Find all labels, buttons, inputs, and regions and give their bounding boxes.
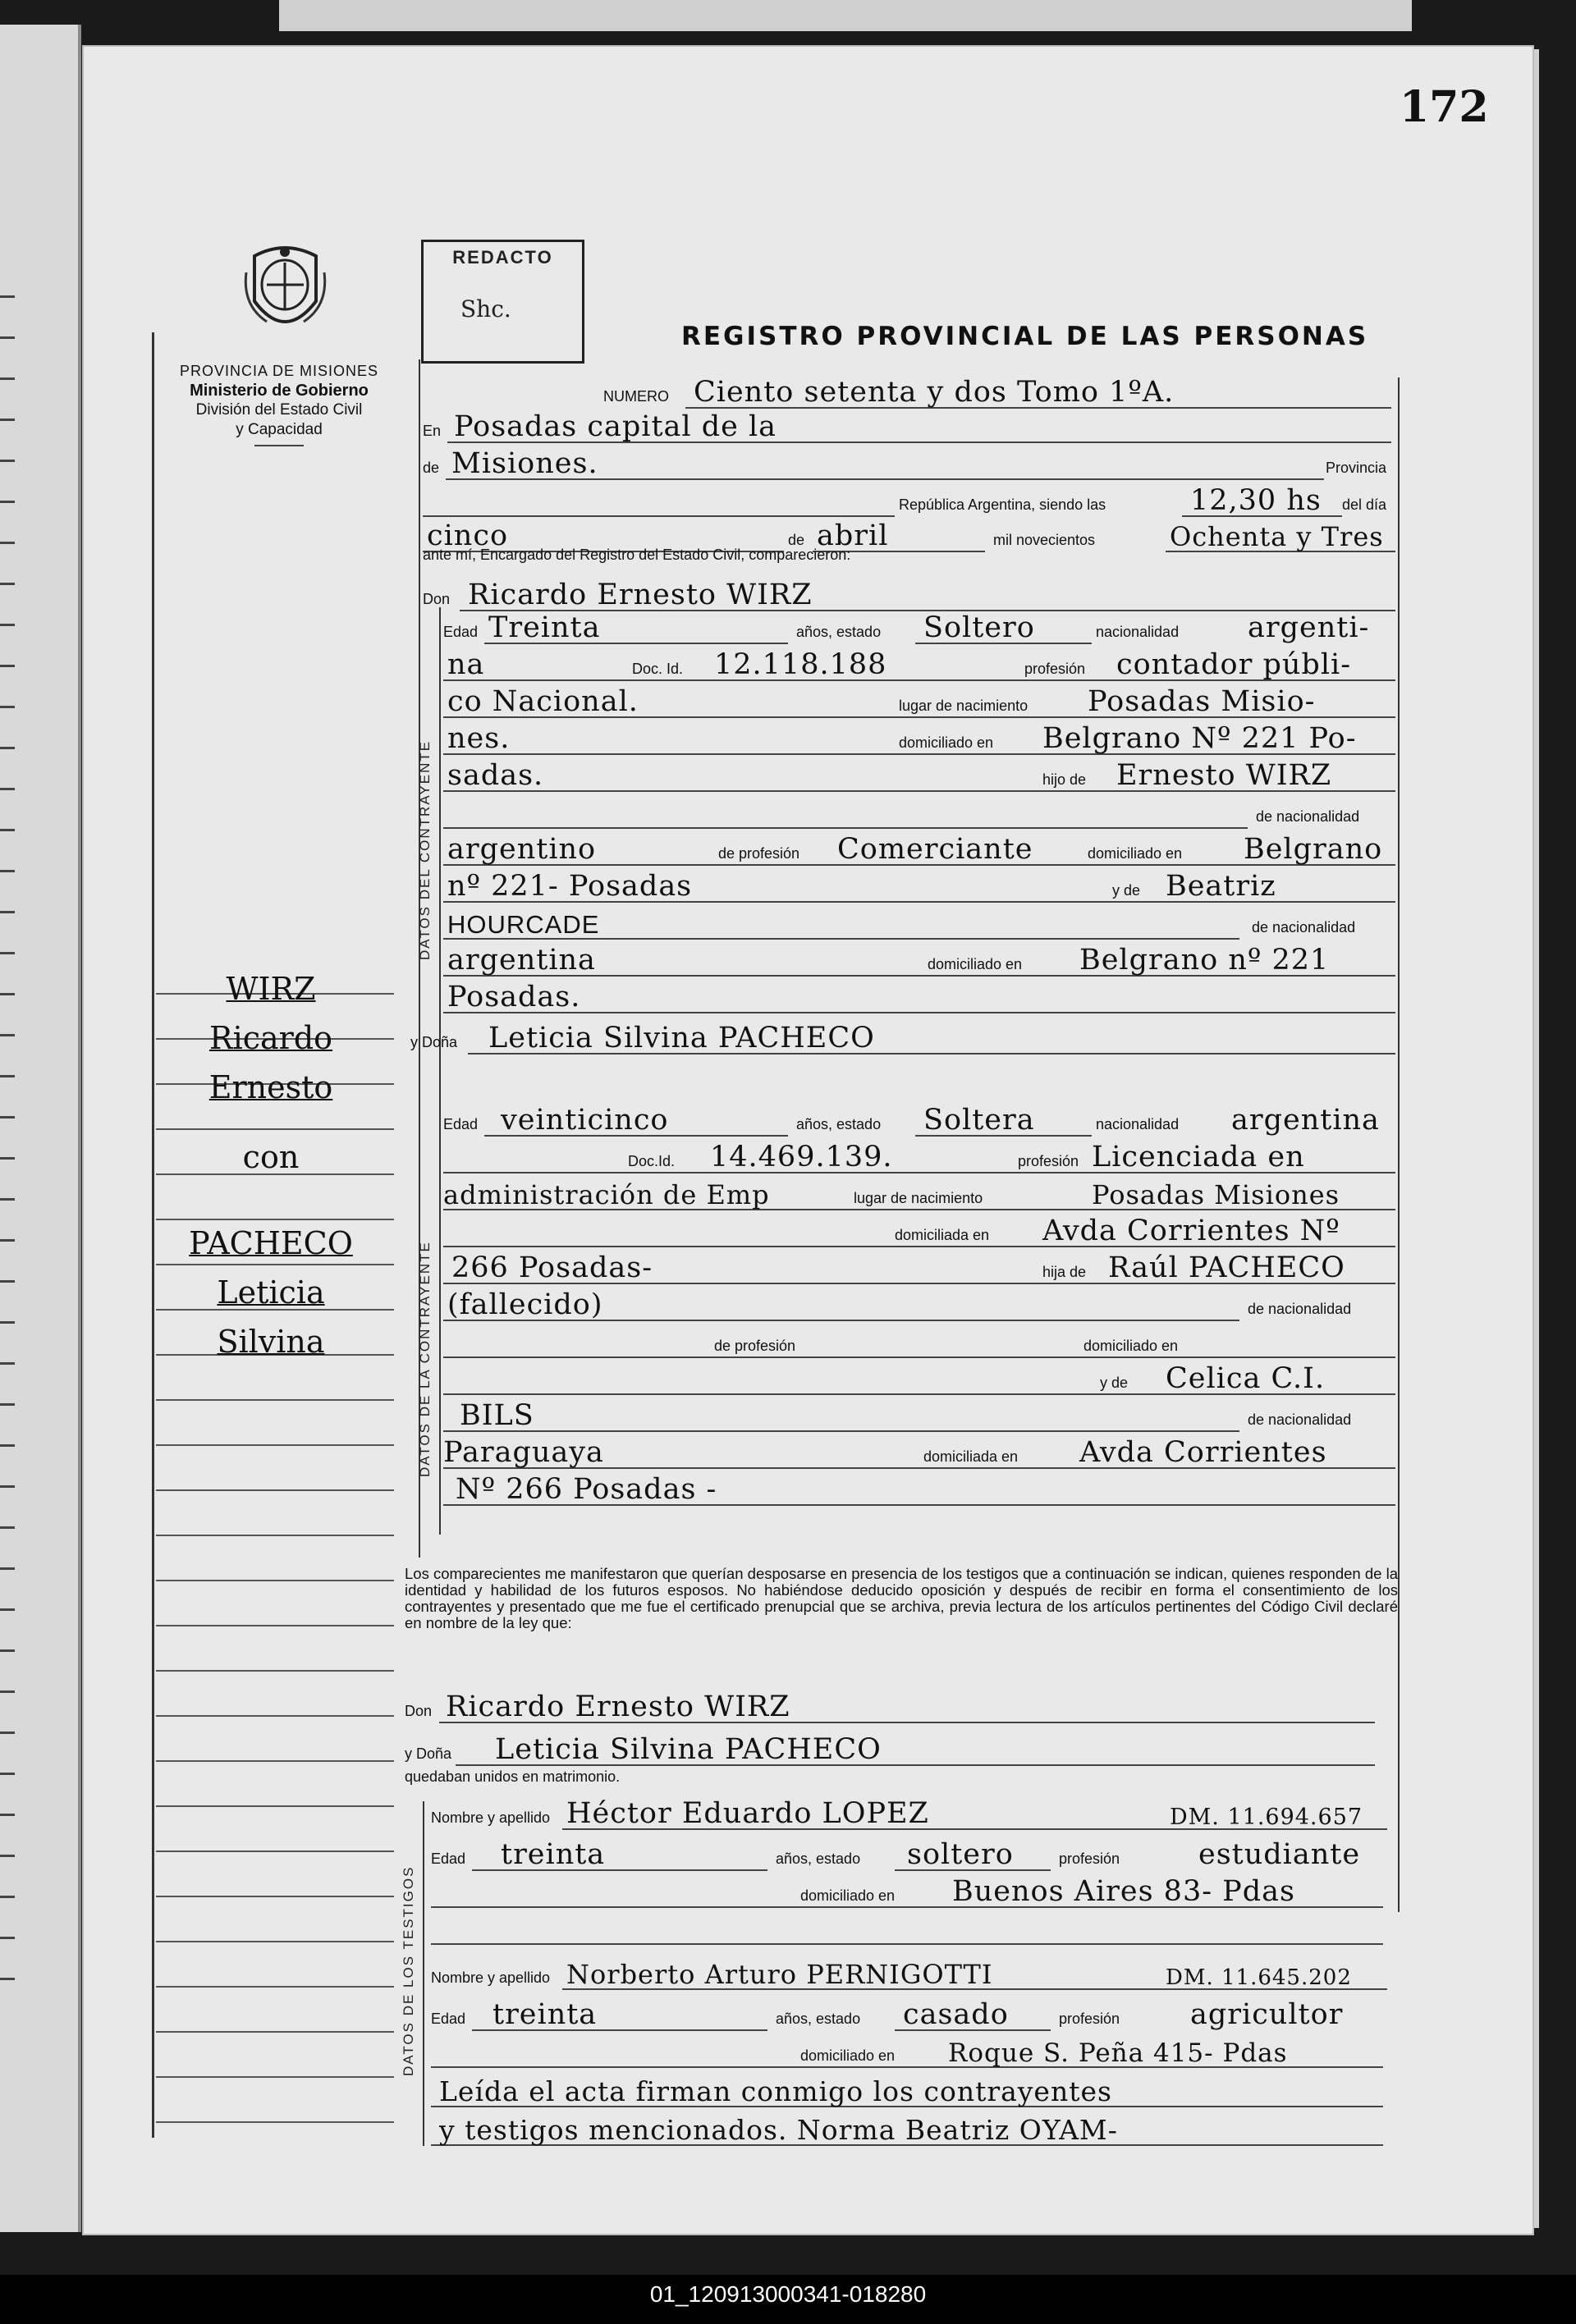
c1-padre-nac: argentino	[447, 833, 597, 866]
t1-edad: treinta	[501, 1838, 606, 1871]
margin-con: con	[242, 1139, 300, 1175]
row-don: Don Ricardo Ernesto WIRZ	[423, 579, 1400, 611]
c1-madre-nac: argentina	[447, 944, 596, 977]
c2-madre-dom: Avda Corrientes	[1079, 1436, 1327, 1469]
province-name: PROVINCIA DE MISIONES	[179, 363, 379, 379]
c2-domicilio2: 266 Posadas-	[451, 1251, 653, 1284]
top-paper-strip	[279, 0, 1412, 31]
t1-profesion: estudiante	[1198, 1838, 1361, 1871]
margin-groom-name2: Ernesto	[208, 1069, 333, 1105]
footer-bar	[0, 2275, 1576, 2324]
document-title: REGISTRO PROVINCIAL DE LAS PERSONAS	[681, 322, 1369, 351]
row-c1-madre-dom: argentina domiciliado en Belgrano nº 221	[443, 944, 1400, 977]
row-cierre1	[431, 2075, 1391, 2107]
c2-estado: Soltera	[923, 1104, 1035, 1137]
row-t1-nombre: Nombre y apellido Héctor Eduardo LOPEZ DM. 11.694.657	[431, 1797, 1391, 1830]
c1-madre-dom: Belgrano nº 221	[1079, 944, 1330, 977]
c1-madre-dom2: Posadas.	[447, 981, 581, 1013]
capacity-name: y Capacidad	[236, 421, 323, 438]
t2-nombre: Norberto Arturo PERNIGOTTI	[566, 1959, 993, 1990]
margin-groom-name1: Ricardo	[208, 1020, 333, 1056]
row-fecha: cinco de abril mil novecientos Ochenta y Tres	[423, 519, 1400, 552]
row-c2-madre-nac: BILS de nacionalidad	[443, 1399, 1400, 1432]
lugar-value: Posadas capital de la	[454, 410, 777, 443]
row-c2-hija: 266 Posadas- hija de Raúl PACHECO	[443, 1251, 1400, 1284]
c1-madre2: HOURCADE	[447, 910, 600, 939]
row-c2-lugar: administración de Emp lugar de nacimiento Posadas Misiones	[443, 1178, 1400, 1210]
c1-doc: 12.118.188	[714, 648, 887, 681]
redacto-box	[421, 240, 584, 364]
c2-nacionalidad: argentina	[1231, 1104, 1380, 1137]
row-c1-padre-prof: argentino de profesión Comerciante domiciliado en Belgrano	[443, 833, 1400, 866]
decl-dona: Leticia Silvina PACHECO	[495, 1733, 882, 1766]
row-c2-madre: y de Celica C.I.	[443, 1362, 1400, 1395]
c1-madre: Beatriz	[1166, 870, 1276, 903]
c1-lugar-nac2: nes.	[447, 722, 511, 755]
c2-profesion: Licenciada en	[1092, 1141, 1305, 1173]
row-c1-madre-nac: HOURCADE de nacionalidad	[443, 907, 1400, 940]
division-name: División del Estado Civil	[195, 401, 363, 419]
mes-value: abril	[817, 519, 889, 552]
c2-madre-dom2: Nº 266 Posadas -	[456, 1473, 717, 1506]
left-page-edge	[0, 25, 81, 2232]
closing-line-1: Leída el acta firman conmigo los contrayentes	[439, 2075, 1112, 2107]
c1-padre-dom: Belgrano	[1244, 833, 1383, 866]
row-c2-padre-nac: (fallecido) de nacionalidad	[443, 1288, 1400, 1321]
t1-domicilio: Buenos Aires 83- Pdas	[952, 1875, 1295, 1908]
margin-divider	[152, 332, 154, 2138]
t2-estado: casado	[903, 1998, 1009, 2031]
c1-lugar-nac: Posadas Misio-	[1088, 685, 1316, 718]
row-c2-edad: Edad veinticinco años, estado Soltera nacionalidad argentina	[443, 1104, 1380, 1137]
margin-bride-surname: PACHECO	[189, 1225, 353, 1261]
c1-padre-dom2: nº 221- Posadas	[447, 870, 693, 903]
row-c1-doc: na Doc. Id. 12.118.188 profesión contador públi-	[443, 648, 1400, 681]
c2-doc: 14.469.139.	[710, 1141, 893, 1173]
c2-domicilio: Avda Corrientes Nº	[1042, 1215, 1340, 1247]
row-c1-hijo: sadas. hijo de Ernesto WIRZ	[443, 759, 1400, 792]
row-lugar: En Posadas capital de la	[423, 410, 1400, 443]
image-code: 01_120913000341-018280	[649, 2281, 927, 2307]
numero-value: Ciento setenta y dos Tomo 1ºA.	[694, 376, 1175, 409]
c1-profesion: contador públi-	[1116, 648, 1352, 681]
groom-name: Ricardo Ernesto WIRZ	[468, 579, 813, 611]
provincia-value: Misiones.	[451, 447, 598, 480]
c1-edad: Treinta	[488, 611, 601, 644]
row-c1-padre-nac: de nacionalidad	[443, 796, 1400, 829]
row-hora: República Argentina, siendo las 12,30 hs del día	[423, 484, 1400, 517]
declaration-text: Los comparecientes me manifestaron que querían desposarse en presencia de los testigos que a continuación se indican, quienes responden de la identidad y habilidad de los futuros esposos. No habiéndose deducido oposición y después de recibir en forma el consentimiento de los contrayentes y presentado que me fue el certificado prenupcial que se archiva, previa lectura de los artículos pertinentes del Código Civil declaré en nombre de la ley que:	[405, 1565, 1398, 1631]
c2-madre2: BILS	[460, 1399, 534, 1432]
margin-bride-name2: Silvina	[217, 1324, 325, 1360]
c2-padre2: (fallecido)	[447, 1288, 603, 1321]
c1-domicilio: Belgrano Nº 221 Po-	[1042, 722, 1357, 755]
hora-value: 12,30 hs	[1190, 484, 1322, 517]
section-label-testigos: DATOS DE LOS TESTIGOS	[401, 1865, 416, 2076]
row-ante: ante mí, Encargado del Registro del Estado Civil, comparecieron:	[423, 547, 851, 563]
margin-groom-surname: WIRZ	[226, 971, 316, 1007]
row-t-blank	[431, 1912, 1391, 1945]
row-cierre2	[431, 2113, 1391, 2146]
row-c1-domicilio: nes. domiciliado en Belgrano Nº 221 Po-	[443, 722, 1400, 755]
row-c1-madre: nº 221- Posadas y de Beatriz	[443, 870, 1400, 903]
row-numero: NUMERO Ciento setenta y dos Tomo 1ºA.	[423, 376, 1400, 409]
row-unidos: quedaban unidos en matrimonio.	[405, 1768, 621, 1785]
t2-dni: DM. 11.645.202	[1166, 1965, 1352, 1990]
c2-edad: veinticinco	[501, 1104, 669, 1137]
redacto-value: Shc.	[460, 295, 511, 323]
page-number: 172	[1400, 82, 1489, 132]
c2-madre-nac: Paraguaya	[443, 1436, 604, 1469]
row-t2-nombre: Nombre y apellido Norberto Arturo PERNIGOTTI DM. 11.645.202	[431, 1957, 1391, 1990]
c1-padre: Ernesto WIRZ	[1116, 759, 1332, 792]
row-decl-don: Don Ricardo Ernesto WIRZ	[405, 1690, 1390, 1723]
row-c1-madre-dom2	[443, 981, 1400, 1013]
c1-nacionalidad2: na	[447, 648, 485, 681]
c2-profesion2: administración de Emp	[443, 1179, 770, 1210]
c2-lugar-nac: Posadas Misiones	[1092, 1179, 1340, 1210]
ministry-name: Ministerio de Gobierno	[190, 382, 369, 400]
t1-nombre: Héctor Eduardo LOPEZ	[566, 1797, 929, 1830]
row-c1-lugar: co Nacional. lugar de nacimiento Posadas Misio-	[443, 685, 1400, 718]
row-t2-edad: Edad treinta años, estado casado profesión agricultor	[431, 1998, 1344, 2031]
c1-domicilio2: sadas.	[447, 759, 544, 792]
redacto-label: REDACTO	[452, 247, 553, 268]
margin-index-names	[160, 964, 382, 1366]
row-provincia: de Misiones. Provincia	[423, 447, 1387, 480]
row-c2-madre-dom: Paraguaya domiciliada en Avda Corrientes	[443, 1436, 1400, 1469]
row-c2-domicilio: domiciliada en Avda Corrientes Nº	[443, 1215, 1400, 1247]
row-t2-domicilio: domiciliado en Roque S. Peña 415- Pdas	[431, 2035, 1391, 2068]
section-label-contrayente2: DATOS DE LA CONTRAYENTE	[417, 1241, 433, 1477]
row-t1-edad: Edad treinta años, estado soltero profesión estudiante	[431, 1838, 1361, 1871]
row-c2-madre-dom2	[443, 1473, 1400, 1506]
c1-nacionalidad: argenti-	[1248, 611, 1370, 644]
margin-bride-name1: Leticia	[217, 1274, 325, 1311]
row-c2-doc: Doc.Id. 14.469.139. profesión Licenciada en	[443, 1141, 1400, 1173]
c2-madre: Celica C.I.	[1166, 1362, 1326, 1395]
t2-domicilio: Roque S. Peña 415- Pdas	[948, 2038, 1288, 2068]
c1-estado: Soltero	[923, 611, 1035, 644]
section-label-contrayente: DATOS DEL CONTRAYENTE	[417, 739, 433, 960]
anio-value: Ochenta y Tres	[1170, 521, 1384, 552]
t1-dni: DM. 11.694.657	[1170, 1805, 1363, 1830]
coat-of-arms-seal-icon	[238, 240, 332, 346]
issuing-authority-block	[148, 361, 410, 446]
row-c2-padre-prof: de profesión domiciliado en	[443, 1325, 1400, 1358]
t2-profesion: agricultor	[1190, 1998, 1344, 2031]
t2-edad: treinta	[492, 1998, 598, 2031]
closing-line-2: y testigos mencionados. Norma Beatriz OYAM-	[439, 2114, 1118, 2146]
row-t1-domicilio: domiciliado en Buenos Aires 83- Pdas	[431, 1875, 1391, 1908]
c1-profesion2: co Nacional.	[447, 685, 639, 718]
c2-padre: Raúl PACHECO	[1108, 1251, 1345, 1284]
bride-name: Leticia Silvina PACHECO	[488, 1022, 875, 1054]
t1-estado: soltero	[907, 1838, 1014, 1871]
c1-padre-prof: Comerciante	[837, 833, 1033, 866]
row-c1-edad: Edad Treinta años, estado Soltero nacionalidad argenti-	[443, 611, 1370, 644]
row-decl-dona: y Doña Leticia Silvina PACHECO	[405, 1733, 1390, 1766]
dia-value: cinco	[427, 519, 509, 552]
decl-don: Ricardo Ernesto WIRZ	[446, 1690, 790, 1723]
row-dona: y Doña Leticia Silvina PACHECO	[410, 1022, 1400, 1054]
